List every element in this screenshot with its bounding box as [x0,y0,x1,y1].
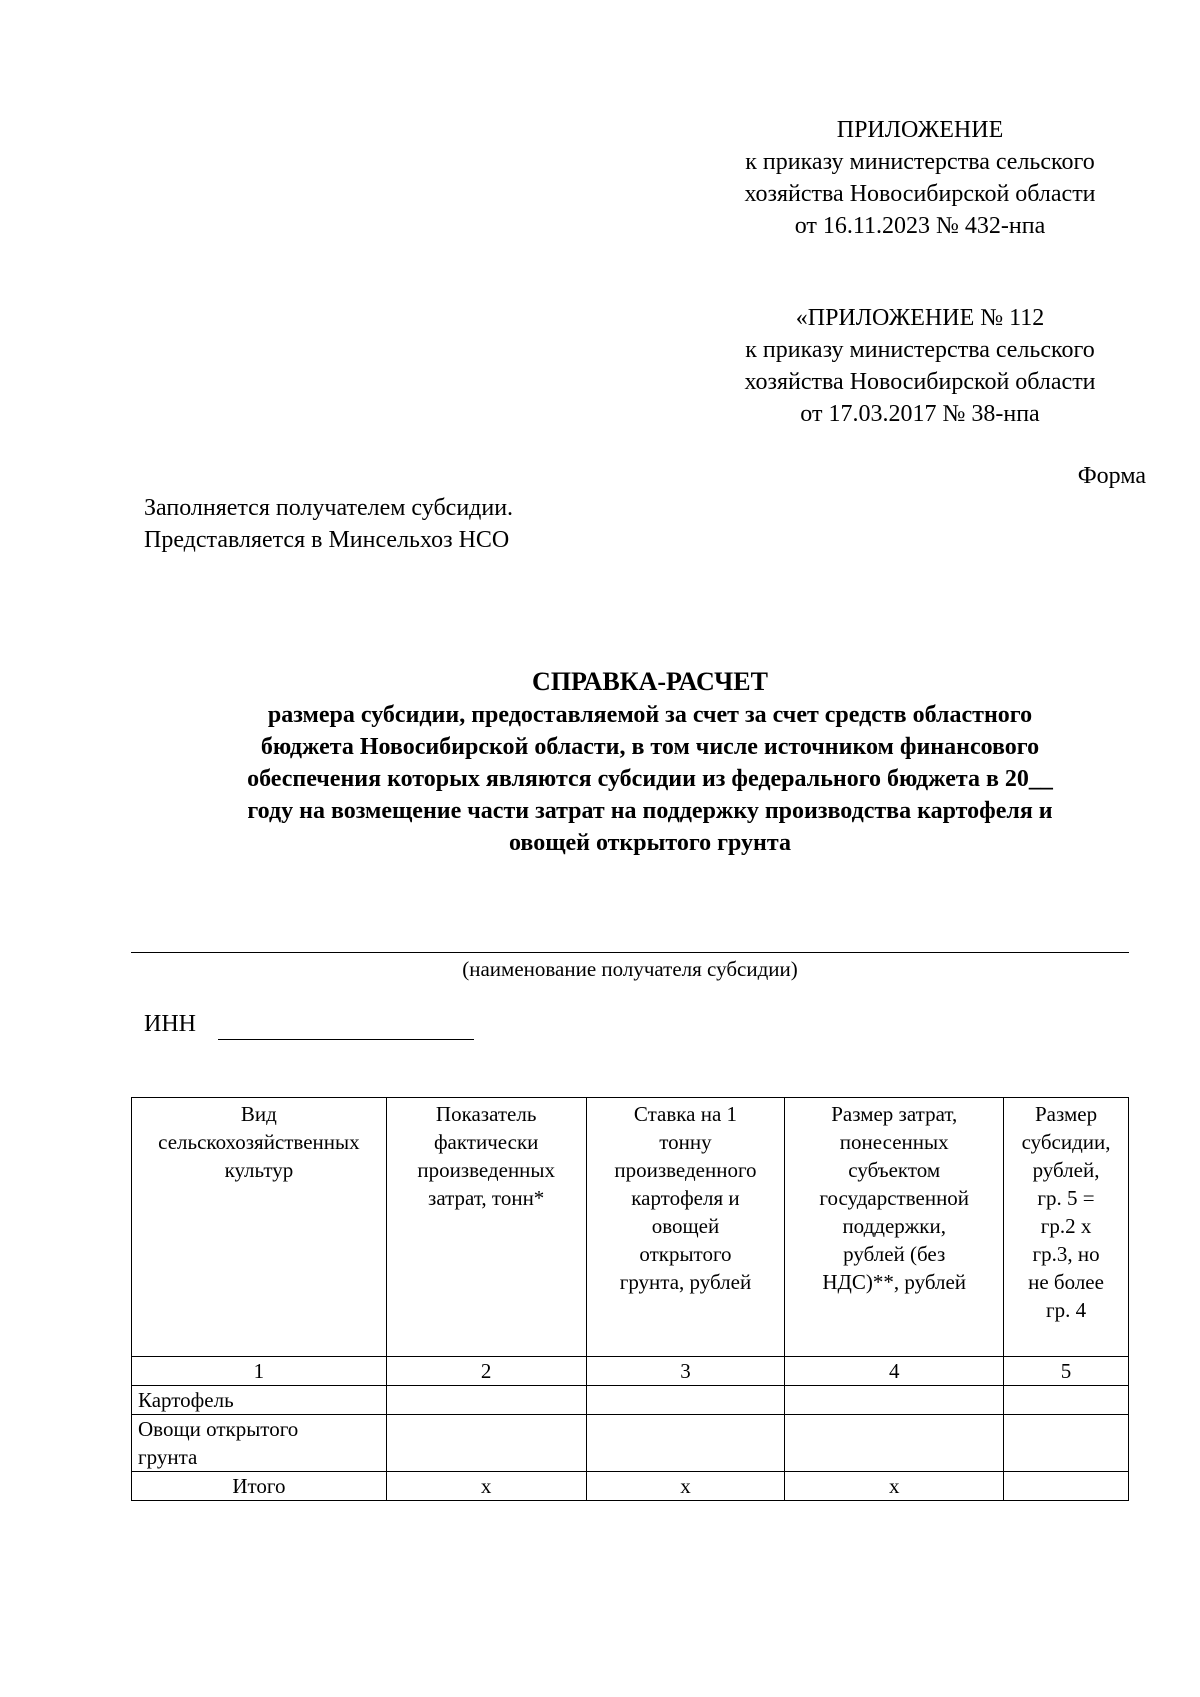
row-name-text: Итого [232,1474,286,1498]
header-text: культур [224,1158,294,1182]
form-label: Форма [1077,463,1146,489]
header-text: фактически [433,1130,539,1154]
header-text: сельскохозяйственных [158,1130,360,1154]
table-cell[interactable] [386,1386,586,1415]
document-title-block [120,665,1180,859]
row-name-text: Овощи открытого [138,1417,299,1441]
fill-notes [144,492,513,556]
appendix-line: к приказу министерства сельского [745,149,1095,175]
header-text: субъектом [848,1158,941,1182]
header-text: гр.2 х [1040,1214,1092,1238]
appendix-header-current [690,114,1150,242]
table-cell: х [785,1472,1004,1501]
row-name [132,1415,387,1472]
header-text: рублей (без [843,1242,946,1266]
header-text: Показатель [435,1102,537,1126]
header-crop-type [132,1098,387,1357]
fill-note-line: Представляется в Минсельхоз НСО [144,527,510,553]
header-text: Размер затрат, [831,1102,958,1126]
appendix-line: ПРИЛОЖЕНИЕ [836,117,1004,143]
table-cell: х [386,1472,586,1501]
header-text: понесенных [839,1130,949,1154]
subtitle-line: бюджета Новосибирской области, в том числе источником финансового [260,734,1040,760]
header-text: затрат, тонн* [428,1186,545,1210]
header-text: Вид [240,1102,277,1126]
column-number: 2 [386,1357,586,1386]
header-text: грунта, рублей [619,1270,752,1294]
header-text: овощей [651,1214,720,1238]
header-text: тонну [659,1130,712,1154]
header-text: субсидии, [1021,1130,1111,1154]
table-row-total [132,1472,1129,1501]
recipient-caption: (наименование получателя субсидии) [462,957,798,981]
header-actual-costs [386,1098,586,1357]
row-name [132,1386,387,1415]
column-number-row [132,1357,1129,1386]
appendix-line: хозяйства Новосибирской области [744,369,1096,395]
recipient-name-line[interactable] [131,952,1129,953]
header-rate-per-ton [586,1098,785,1357]
header-text: произведенных [417,1158,556,1182]
header-subsidy-amount [1004,1098,1129,1357]
table-cell[interactable] [386,1415,586,1472]
subsidy-calculation-table [131,1097,1129,1501]
header-text: не более [1028,1270,1104,1294]
fill-note-line: Заполняется получателем субсидии. [144,495,514,521]
column-number: 4 [785,1357,1004,1386]
table-cell[interactable] [1004,1472,1129,1501]
column-number: 5 [1004,1357,1129,1386]
table-row-potato [132,1386,1129,1415]
header-text: гр. 4 [1045,1298,1087,1322]
row-name-text: грунта [138,1445,198,1469]
document-subtitle [120,699,1180,859]
table-cell[interactable] [785,1386,1004,1415]
table-cell: х [586,1472,785,1501]
row-name-text: Картофель [138,1388,234,1412]
inn-field-line[interactable] [218,1039,474,1040]
column-number: 1 [132,1357,387,1386]
table-cell[interactable] [586,1386,785,1415]
subtitle-line: обеспечения которых являются субсидии из федерального бюджета в 20__ [247,766,1053,792]
table-cell[interactable] [1004,1415,1129,1472]
table-cell[interactable] [586,1415,785,1472]
table-cell[interactable] [785,1415,1004,1472]
appendix-line: «ПРИЛОЖЕНИЕ № 112 [795,305,1045,331]
table-header-row [132,1098,1129,1357]
appendix-header-original [690,302,1150,430]
header-text: открытого [639,1242,732,1266]
appendix-line: к приказу министерства сельского [745,337,1095,363]
header-text: рублей, [1032,1158,1100,1182]
appendix-line: от 17.03.2017 № 38-нпа [800,401,1040,427]
header-text: Ставка на 1 [633,1102,738,1126]
header-text: произведенного [614,1158,757,1182]
appendix-line: хозяйства Новосибирской области [744,181,1096,207]
column-number: 3 [586,1357,785,1386]
header-text: картофеля и [631,1186,740,1210]
header-text: НДС)**, рублей [822,1270,967,1294]
subtitle-line: овощей открытого грунта [509,830,791,856]
header-text: поддержки, [842,1214,946,1238]
row-name [132,1472,387,1501]
subtitle-line: году на возмещение части затрат на поддержку производства картофеля и [247,798,1053,824]
table-cell[interactable] [1004,1386,1129,1415]
header-text: Размер [1034,1102,1098,1126]
header-text: гр.3, но [1032,1242,1100,1266]
subtitle-line: размера субсидии, предоставляемой за счет за счет средств областного [267,702,1033,728]
appendix-line: от 16.11.2023 № 432-нпа [794,213,1046,239]
table-row-vegetables [132,1415,1129,1472]
header-text: гр. 5 = [1037,1186,1095,1210]
header-costs-incurred [785,1098,1004,1357]
header-text: государственной [819,1186,970,1210]
document-title: СПРАВКА-РАСЧЕТ [532,667,768,696]
inn-label: ИНН [144,1011,196,1037]
